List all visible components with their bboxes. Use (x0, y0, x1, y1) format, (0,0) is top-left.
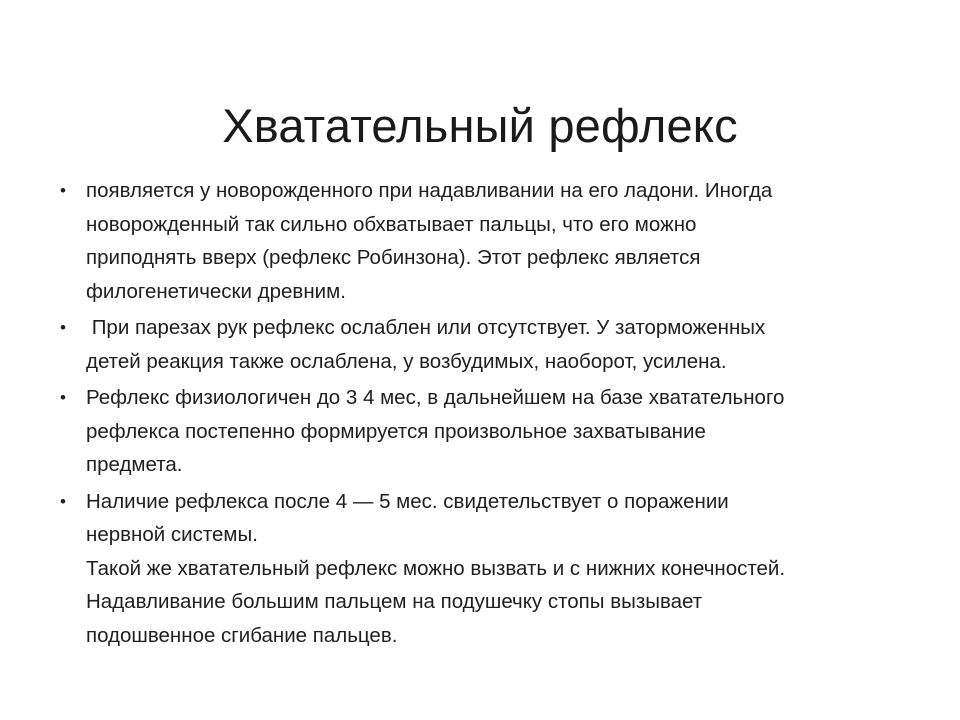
bullet-line: приподнять вверх (рефлекс Робинзона). Этот рефлекс является (86, 246, 701, 269)
bullet-line: Такой же хватательный рефлекс можно вызвать и с нижних конечностей. (86, 556, 786, 580)
bullet-item (60, 381, 920, 482)
bullet-line: филогенетически древним. (86, 279, 346, 303)
bullet-line: появляется у новорожденного при надавливании на его ладони. Иногда (86, 179, 773, 202)
bullet-line: нервной системы. (86, 523, 258, 546)
bullet-marker: • (60, 318, 66, 337)
bullet-item (60, 311, 920, 378)
bullet-item (60, 174, 920, 308)
bullet-line: При парезах рук рефлекс ослаблен или отсутствует. У заторможенных (86, 316, 766, 339)
slide-title: Хватательный рефлекс (222, 99, 738, 153)
bullet-line: Рефлекс физиологичен до 3 4 мес, в дальнейшем на базе хватательного (86, 386, 785, 409)
bullet-line: Надавливание большим пальцем на подушечку стопы вызывает (86, 590, 703, 613)
bullet-line: подошвенное сгибание пальцев. (86, 623, 398, 647)
bullet-item (60, 485, 920, 653)
bullet-list (60, 174, 920, 655)
bullet-marker: • (60, 388, 66, 407)
bullet-line: Наличие рефлекса после 4 — 5 мес. свидетельствует о поражении (86, 489, 729, 513)
bullet-line: детей реакция также ослаблена, у возбудимых, наоборот, усилена. (86, 349, 727, 373)
bullet-line: предмета. (86, 453, 183, 476)
bullet-line: рефлекса постепенно формируется произвольное захватывание (86, 419, 706, 443)
bullet-line: новорожденный так сильно обхватывает пальцы, что его можно (86, 212, 697, 236)
bullet-marker: • (60, 491, 66, 511)
bullet-marker: • (60, 181, 66, 200)
